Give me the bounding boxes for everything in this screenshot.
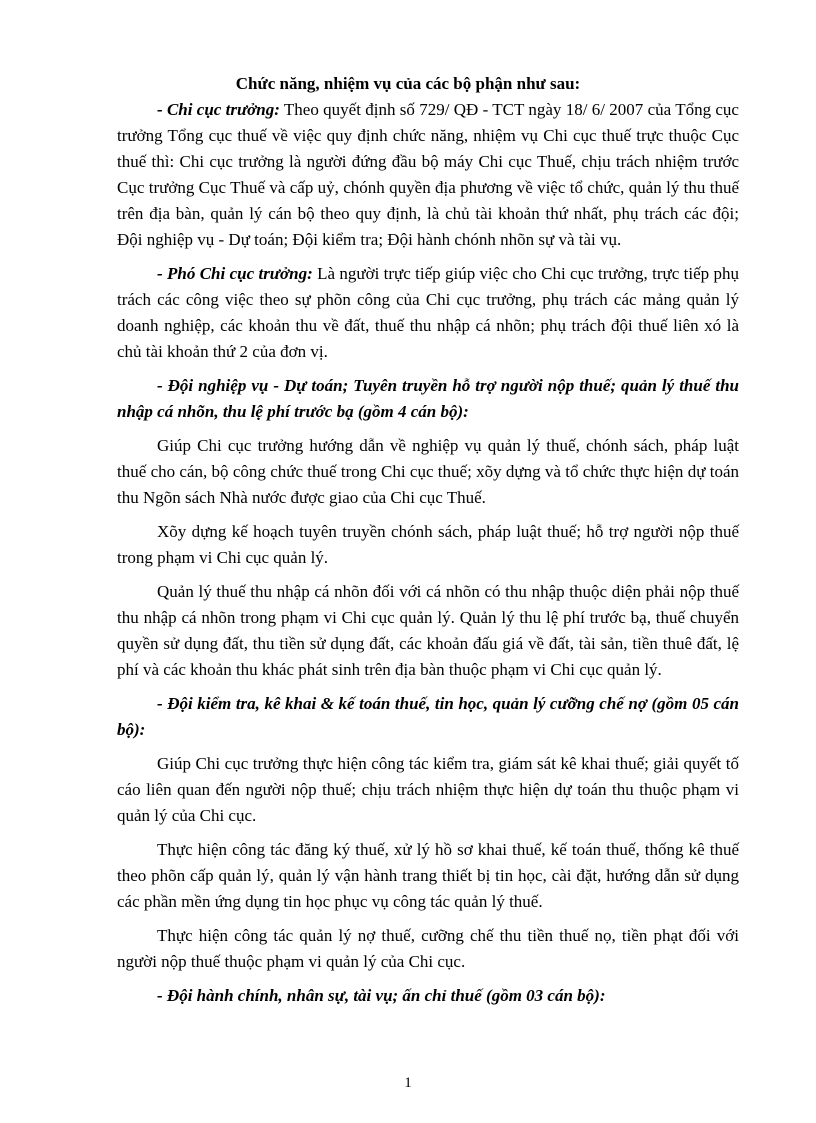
heading-doi-kiem-tra [117, 691, 739, 743]
document-body [117, 97, 739, 1017]
paragraph: Thực hiện công tác quản lý nợ thuế, cưỡng chế thu tiền thuế nọ, tiền phạt đối với người nộp thuế thuộc phạm vi quản lý của Chi cục. [117, 926, 739, 971]
paragraph-heading: - Chi cục trưởng: [157, 100, 280, 119]
paragraph-text: Theo quyết định số 729/ QĐ - TCT ngày 18/ 6/ 2007 của Tổng cục trưởng Tổng cục thuế về việc quy định chức năng, nhiệm vụ Chi cục thuế trực thuộc Cục thuế thì: Chi cục trưởng là người đứng đầu bộ máy Chi cục Thuế, chịu trách nhiệm trước Cục trưởng Cục Thuế và cấp uỷ, chónh quyền địa phương về việc tổ chức, quản lý thu thuế trên địa bàn, quản lý cán bộ theo quy định, là chủ tài khoản thứ nhất, phụ trách các đội; Đội nghiệp vụ - Dự toán; Đội kiểm tra; Đội hành chónh nhõn sự và tài vụ. [117, 100, 739, 249]
heading-doi-nghiep-vu [117, 373, 739, 425]
paragraph-pho-chi-cuc-truong [117, 261, 739, 365]
page-title: Chức năng, nhiệm vụ của các bộ phận như sau: [235, 74, 581, 93]
paragraph: Thực hiện công tác đăng ký thuế, xử lý hồ sơ khai thuế, kế toán thuế, thống kê thuế theo phõn cấp quản lý, quản lý vận hành trang thiết bị tin học, cài đặt, hướng dẫn sử dụng các phần mền ứng dụng tin học phục vụ công tác quản lý thuế. [117, 840, 739, 911]
paragraph-heading: - Đội nghiệp vụ - Dự toán; Tuyên truyền hỗ trợ người nộp thuế; quản lý thuế thu nhập cá nhõn, thu lệ phí trước bạ (gồm 4 cán bộ): [117, 376, 739, 421]
paragraph-heading: - Đội kiểm tra, kê khai & kế toán thuế, tin học, quản lý cưỡng chế nợ (gồm 05 cán bộ): [117, 694, 739, 739]
page-number: 1 [404, 1075, 412, 1091]
paragraph: Xõy dựng kế hoạch tuyên truyền chónh sách, pháp luật thuế; hỗ trợ người nộp thuế trong phạm vi Chi cục quản lý. [117, 522, 739, 567]
paragraph-heading: - Phó Chi cục trưởng: [157, 264, 313, 283]
paragraph-chi-cuc-truong [117, 97, 739, 253]
paragraph: Giúp Chi cục trưởng hướng dẫn về nghiệp vụ quản lý thuế, chónh sách, pháp luật thuế cho cán, bộ công chức thuế trong Chi cục thuế; xõy dựng và tổ chức thực hiện dự toán thu Ngõn sách Nhà nước được giao của Chi cục Thuế. [117, 436, 739, 507]
paragraph-text: Là người trực tiếp giúp việc cho Chi cục trưởng, trực tiếp phụ trách các công việc theo sự phõn công của Chi cục trưởng, phụ trách các mảng quản lý doanh nghiệp, các khoản thu về đất, thuế thu nhập cá nhõn; phụ trách đội thuế liên xó là chủ tài khoản thứ 2 của đơn vị. [117, 264, 739, 361]
paragraph-heading: - Đội hành chính, nhân sự, tài vụ; ấn chỉ thuế (gồm 03 cán bộ): [157, 986, 606, 1005]
heading-doi-hanh-chinh [117, 983, 739, 1009]
paragraph: Quản lý thuế thu nhập cá nhõn đối với cá nhõn có thu nhập thuộc diện phải nộp thuế thu nhập cá nhõn trong phạm vi Chi cục quản lý. Quản lý thu lệ phí trước bạ, thuế chuyển quyền sử dụng đất, thu tiền sử dụng đất, các khoản đấu giá về đất, tài sản, tiền thuê đất, lệ phí và các khoản thu khác phát sinh trên địa bàn thuộc phạm vi Chi cục quản lý. [117, 582, 739, 679]
paragraph: Giúp Chi cục trưởng thực hiện công tác kiểm tra, giám sát kê khai thuế; giải quyết tố cáo liên quan đến người nộp thuế; chịu trách nhiệm thực hiện dự toán thu thuộc phạm vi quản lý của Chi cục. [117, 754, 739, 825]
